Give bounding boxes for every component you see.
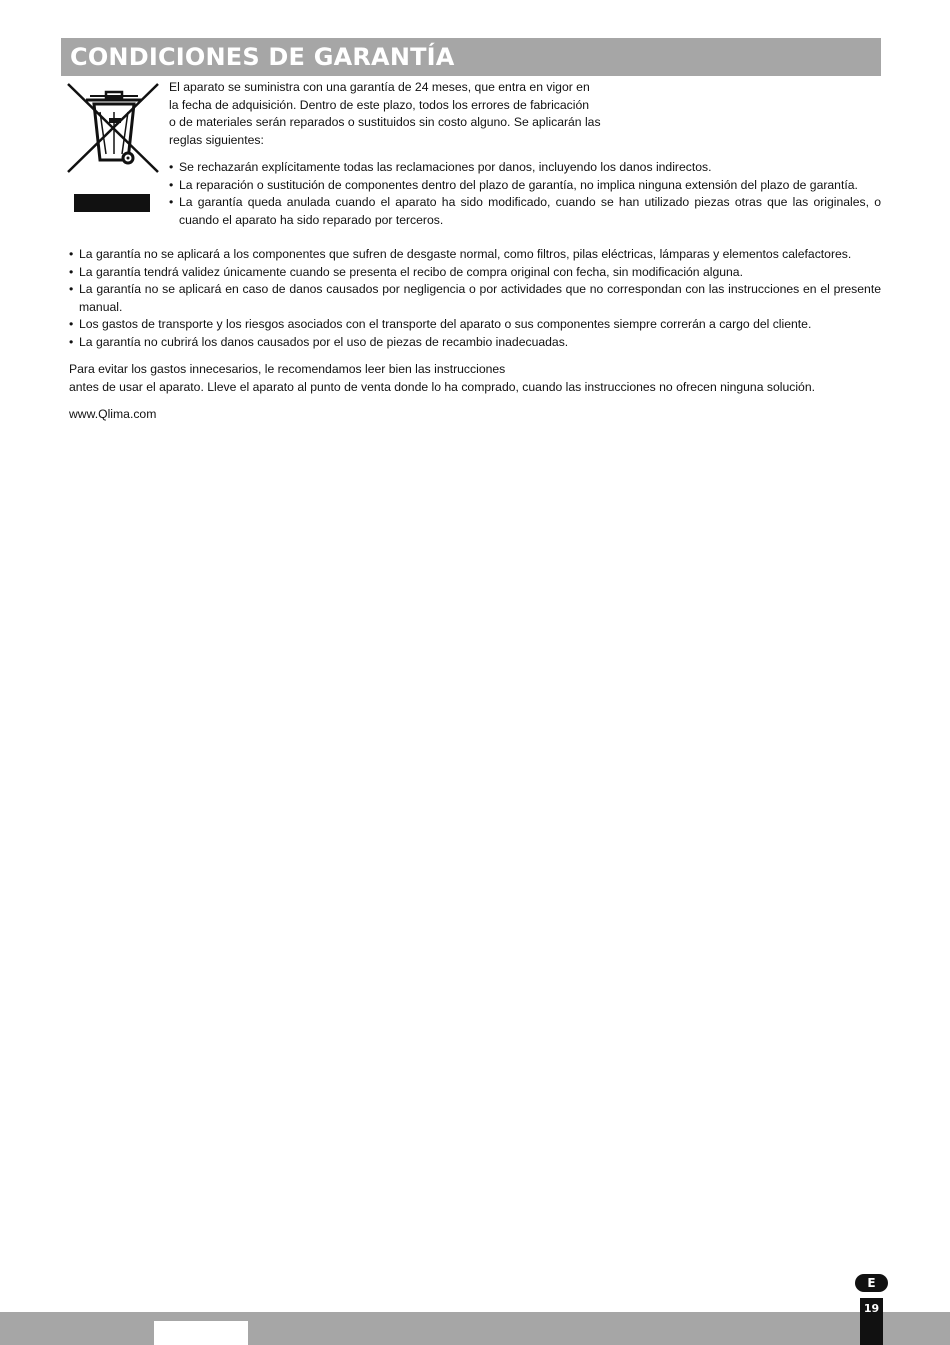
list-item: • La garantía no se aplicará en caso de danos causados por negligencia o por actividades que no correspondan con las instrucciones en el presente manual.: [69, 281, 881, 316]
section-header-bar: [61, 38, 881, 76]
advice-line: antes de usar el aparato. Lleve el aparato al punto de venta donde lo ha comprado, cuando las instrucciones no ofrecen ninguna solución.: [69, 379, 815, 394]
list-item: • Se rechazarán explícitamente todas las reclamaciones por danos, incluyendo los danos indirectos.: [169, 159, 881, 177]
advice-line: Para evitar los gastos innecesarios, le recomendamos leer bien las instrucciones: [69, 362, 506, 376]
language-badge: E: [855, 1274, 888, 1292]
intro-line: o de materiales serán reparados o sustituidos sin costo alguno. Se aplicarán las: [169, 115, 601, 130]
warranty-rules-list-indented: [169, 159, 881, 229]
page-title: CONDICIONES DE GARANTÍA: [70, 43, 455, 71]
list-item: • La reparación o sustitución de componentes dentro del plazo de garantía, no implica ninguna extensión del plazo de garantía.: [169, 177, 881, 195]
page-number: 19: [860, 1298, 883, 1345]
intro-line: la fecha de adquisición. Dentro de este plazo, todos los errores de fabricación: [169, 97, 590, 112]
list-item: • La garantía tendrá validez únicamente cuando se presenta el recibo de compra original con fecha, sin modificación alguna.: [69, 264, 881, 282]
footer-white-block: [154, 1321, 248, 1345]
intro-line: reglas siguientes:: [169, 132, 264, 147]
list-item: • La garantía queda anulada cuando el aparato ha sido modificado, cuando se han utilizado piezas otras que las originales, o cuando el aparato ha sido reparado por terceros.: [169, 194, 881, 229]
intro-paragraph: [169, 79, 624, 149]
list-item: • La garantía no se aplicará a los componentes que sufren de desgaste normal, como filtros, pilas eléctricas, lámparas y elementos calefactores.: [69, 246, 881, 264]
advice-paragraph: [69, 361, 881, 396]
footer-bar: [0, 1312, 950, 1345]
intro-line: El aparato se suministra con una garantía de 24 meses, que entra en vigor en: [169, 80, 590, 94]
website-text: www.Qlima.com: [69, 407, 157, 421]
weee-icon: [66, 82, 162, 214]
warranty-rules-list: [69, 246, 881, 352]
list-item: • La garantía no cubrirá los danos causados por el uso de piezas de recambio inadecuadas.: [69, 334, 881, 352]
list-item: • Los gastos de transporte y los riesgos asociados con el transporte del aparato o sus componentes siempre correrán a cargo del cliente.: [69, 316, 881, 334]
